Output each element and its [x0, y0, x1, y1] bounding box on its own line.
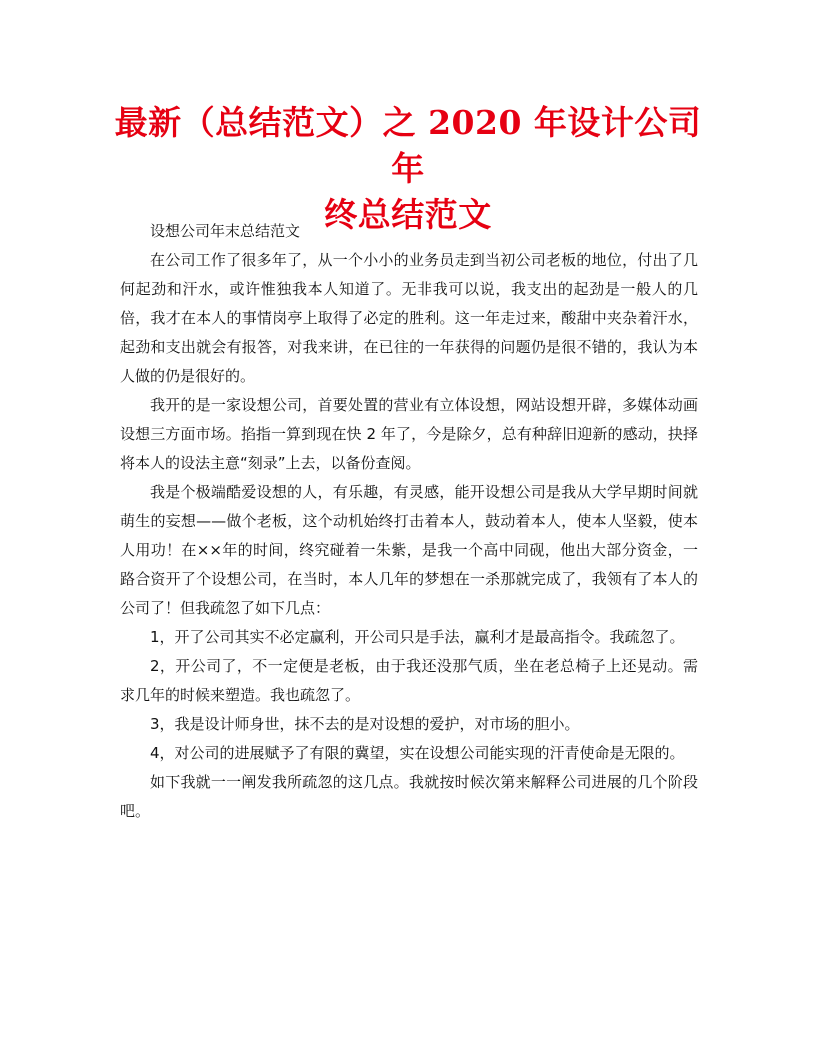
body-paragraph: 如下我就一一阐发我所疏忽的这几点。我就按时候次第来解释公司进展的几个阶段吧。 — [120, 773, 698, 820]
document-body — [120, 217, 698, 826]
list-item-paragraph: 4，对公司的进展赋予了有限的冀望，实在设想公司能实现的汗青使命是无限的。 — [150, 744, 685, 762]
list-item-paragraph: 3，我是设计师身世，抹不去的是对设想的爱护，对市场的胆小。 — [150, 715, 580, 733]
title-line-2: 终总结范文 — [324, 195, 492, 234]
body-paragraph: 我开的是一家设想公司，首要处置的营业有立体设想，网站设想开辟，多媒体动画设想三方面市场。掐指一算到现在快 2 年了，今是除夕，总有种辞旧迎新的感动，抉择将本人的设法主意“刻录”上去，以备份查阅。 — [120, 396, 698, 472]
body-paragraph: 我是个极端酷爱设想的人，有乐趣，有灵感，能开设想公司是我从大学早期时间就萌生的妄想——做个老板，这个动机始终打击着本人，鼓动着本人，使本人坚毅，使本人用功！在××年的时间，终究碰着一朱紫，是我一个高中同砚，他出大部分资金，一路合资开了个设想公司，在当时，本人几年的梦想在一杀那就完成了，我领有了本人的公司了！但我疏忽了如下几点： — [120, 483, 698, 617]
subtitle-paragraph: 设想公司年末总结范文 — [150, 222, 301, 240]
list-item-paragraph: 2，开公司了，不一定便是老板，由于我还没那气质，坐在老总椅子上还晃动。需求几年的时候来塑造。我也疏忽了。 — [120, 657, 698, 704]
list-item-paragraph: 1，开了公司其实不必定赢利，开公司只是手法，赢利才是最高指令。我疏忽了。 — [150, 628, 685, 646]
body-paragraph: 在公司工作了很多年了，从一个小小的业务员走到当初公司老板的地位，付出了几何起劲和汗水，或许惟独我本人知道了。无非我可以说，我支出的起劲是一般人的几倍，我才在本人的事情岗亭上取得了必定的胜利。这一年走过来，酸甜中夹杂着汗水，起劲和支出就会有报答，对我来讲，在已往的一年获得的问题仍是很不错的，我认为本人做的仍是很好的。 — [120, 251, 698, 385]
title-line-1: 最新（总结范文）之 2020 年设计公司年 — [114, 103, 702, 188]
